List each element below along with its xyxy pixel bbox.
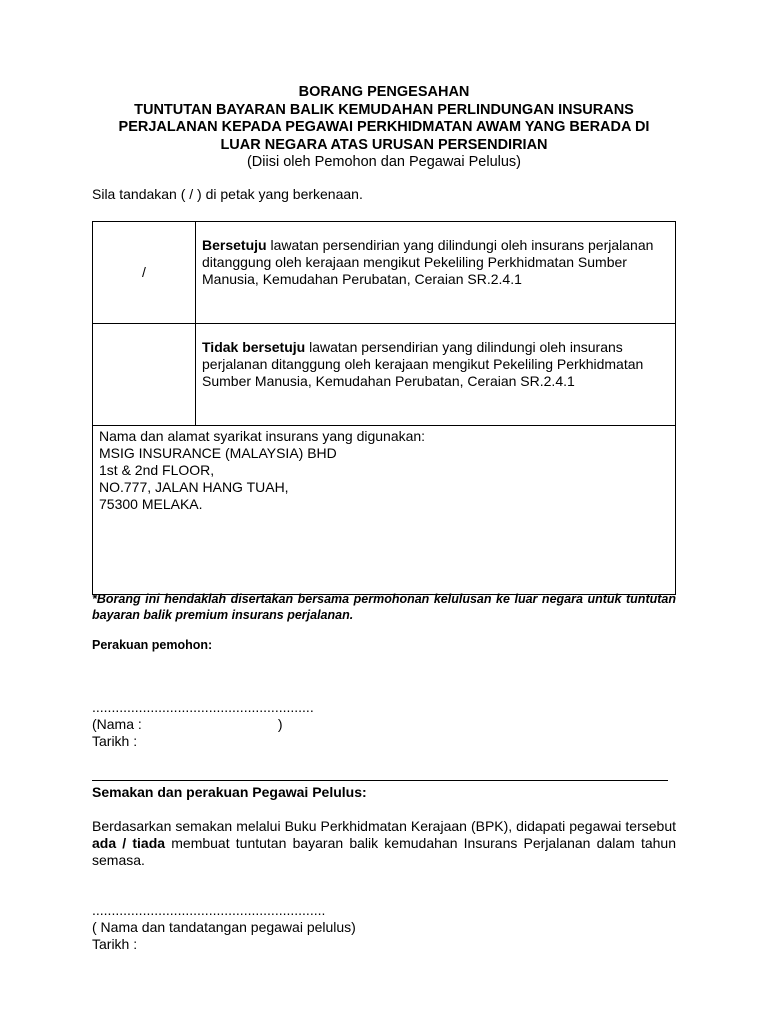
form-subtitle: (Diisi oleh Pemohon dan Pegawai Pelulus) — [246, 154, 522, 170]
option-disagree-text — [196, 324, 676, 426]
title-line-4: LUAR NEGARA ATAS URUSAN PERSENDIRIAN — [220, 136, 548, 153]
option-disagree-body: lawatan persendirian yang dilindungi oleh insurans perjalanan ditanggung oleh kerajaan mengikut Pekeliling Perkhidmatan Sumber Manusia, Kemudahan Perubatan, Ceraian SR.2.4.1 — [202, 339, 644, 389]
insurer-field[interactable] — [93, 426, 676, 595]
insurer-label: Nama dan alamat syarikat insurans yang digunakan: — [99, 428, 426, 444]
approver-statement-choice[interactable]: ada / tiada — [92, 835, 166, 851]
form-title — [80, 84, 688, 172]
option-disagree-lead: Tidak bersetuju — [202, 339, 306, 355]
option-disagree-row — [93, 324, 676, 426]
approver-date-line[interactable]: Tarikh : — [92, 936, 138, 952]
applicant-date-line[interactable]: Tarikh : — [92, 733, 138, 749]
title-line-2: TUNTUTAN BAYARAN BALIK KEMUDAHAN PERLINDUNGAN INSURANS — [134, 101, 634, 118]
approver-statement-end: membuat tuntutan bayaran balik kemudahan Insurans Perjalanan dalam tahun semasa. — [92, 835, 676, 868]
option-agree-body: lawatan persendirian yang dilindungi oleh insurans perjalanan ditanggung oleh kerajaan mengikut Pekeliling Perkhidmatan Sumber Manusia, Kemudahan Perubatan, Ceraian SR.2.4.1 — [202, 237, 654, 287]
applicant-name-line[interactable]: (Nama : ) — [92, 716, 283, 732]
option-agree-lead: Bersetuju — [202, 237, 267, 253]
approver-signature-block — [92, 902, 356, 953]
option-disagree-checkbox[interactable] — [93, 324, 196, 426]
option-agree-row — [93, 222, 676, 324]
title-line-1: BORANG PENGESAHAN — [298, 84, 470, 100]
applicant-signature-block — [92, 699, 314, 750]
approver-statement-start: Berdasarkan semakan melalui Buku Perkhidmatan Kerajaan (BPK), didapati pegawai tersebut — [92, 818, 676, 834]
approver-signature-line[interactable]: ............................................................ — [92, 902, 326, 918]
approver-statement — [92, 818, 676, 869]
insurer-row — [93, 426, 676, 595]
insurer-line-1: MSIG INSURANCE (MALAYSIA) BHD — [99, 445, 337, 461]
applicant-signature-line[interactable]: ......................................................... — [92, 699, 314, 715]
applicant-heading: Perakuan pemohon: — [92, 638, 213, 652]
form-note: *Borang ini hendaklah disertakan bersama permohonan kelulusan ke luar negara untuk tuntutan bayaran balik premium insurans perjalanan. — [92, 592, 676, 622]
insurer-line-4: 75300 MELAKA. — [99, 496, 203, 512]
option-agree-text — [196, 222, 676, 324]
section-divider — [92, 780, 668, 781]
insurer-line-3: NO.777, JALAN HANG TUAH, — [99, 479, 289, 495]
instruction-text: Sila tandakan ( / ) di petak yang berkenaan. — [92, 186, 363, 202]
title-line-3: PERJALANAN KEPADA PEGAWAI PERKHIDMATAN AWAM YANG BERADA DI — [118, 119, 650, 135]
insurer-line-2: 1st & 2nd FLOOR, — [99, 462, 215, 478]
option-agree-checkbox[interactable]: / — [93, 222, 196, 324]
consent-table — [92, 221, 676, 595]
approver-heading: Semakan dan perakuan Pegawai Pelulus: — [92, 784, 367, 800]
approver-name-line[interactable]: ( Nama dan tandatangan pegawai pelulus) — [92, 919, 356, 935]
